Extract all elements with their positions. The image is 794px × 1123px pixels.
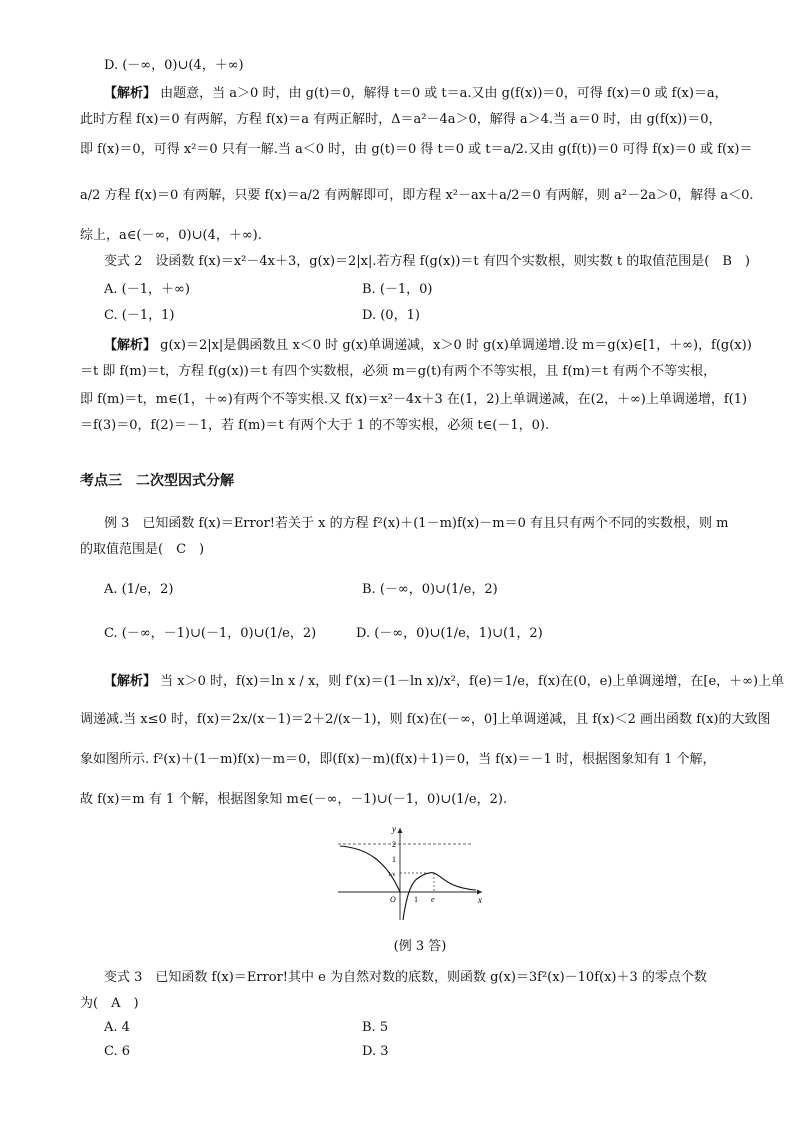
variant3-option-c: C. 6: [104, 1044, 131, 1059]
label-x: x: [478, 895, 482, 905]
example3-option-c: C. (－∞，－1)∪(－1，0)∪(1/e，2): [104, 626, 317, 641]
analysis-tag: 【解析】: [104, 338, 157, 353]
variant3-stem1: 变式 3 已知函数 f(x)＝Error!其中 e 为自然对数的底数，则函数 g(x)＝3f²(x)－10f(x)＋3 的零点个数: [104, 970, 707, 985]
variant2-option-c: C. (－1，1): [104, 308, 175, 323]
analysis1-line2: 此时方程 f(x)＝0 有两解，方程 f(x)＝a 有两正解时，Δ＝a²－4a＞0，解得 a＞4.当 a＝0 时，由 g(f(x))＝0，: [80, 112, 722, 127]
label-x-one: 1: [414, 895, 418, 904]
example3-option-b: B. (－∞，0)∪(1/e，2): [362, 582, 498, 597]
variant3-option-b: B. 5: [362, 1020, 389, 1035]
example3-option-a: A. (1/e，2): [104, 582, 174, 597]
variant3-option-a: A. 4: [104, 1020, 130, 1035]
example3-analysis-line1: [104, 672, 785, 692]
example3-analysis-line2: 调递减.当 x≤0 时，f(x)＝2x/(x－1)＝2＋2/(x－1)，则 f(x)在(－∞，0]上单调递减，且 f(x)＜2 画出函数 f(x)的大致图: [80, 712, 771, 727]
label-inv-e: 1/e: [388, 872, 396, 878]
variant2-analysis-text1: g(x)＝2|x|是偶函数且 x＜0 时 g(x)单调递减，x＞0 时 g(x)单调递增.设 m＝g(x)∈[1，＋∞)，f(g(x)): [160, 338, 752, 353]
example3-analysis-text1: 当 x＞0 时，f(x)＝ln x / x，则 f′(x)＝(1－ln x)/x²，f(e)＝1/e，f(x)在(0，e)上单调递增，在[e，＋∞)上单: [160, 674, 785, 689]
example3-analysis-line4: 故 f(x)＝m 有 1 个解，根据图象知 m∈(－∞，－1)∪(－1，0)∪(1/e，2).: [80, 792, 508, 807]
variant2-option-d: D. (0，1): [362, 308, 420, 323]
analysis1-line1: [104, 84, 744, 104]
label-e: e: [431, 895, 435, 904]
label-origin: O: [390, 895, 396, 904]
analysis-tag: 【解析】: [104, 674, 157, 689]
figure-caption: (例 3 答): [393, 939, 447, 954]
variant3-option-d: D. 3: [362, 1044, 389, 1059]
left-branch-curve: [340, 846, 400, 892]
label-two: 2: [392, 840, 396, 849]
variant2-option-a: A. (－1，＋∞): [104, 282, 190, 297]
variant2-option-b: B. (－1，0): [362, 282, 433, 297]
function-graph-figure: [336, 822, 486, 922]
variant2-stem: 变式 2 设函数 f(x)＝x²－4x＋3，g(x)＝2|x|.若方程 f(g(x))＝t 有四个实数根，则实数 t 的取值范围是( B ): [104, 254, 750, 269]
analysis-tag: 【解析】: [104, 86, 157, 101]
variant2-analysis-line3: 即 f(m)＝t，m∈(1，＋∞)有两个不等实根.又 f(x)＝x²－4x＋3 在(1，2)上单调递减，在(2，＋∞)上单调递增，f(1): [80, 392, 748, 407]
variant2-analysis-line2: ＝t 即 f(m)＝t，方程 f(g(x))＝t 有四个实数根，必须 m＝g(t)有两个不等实根，且 f(m)＝t 有两个不等实根，: [80, 364, 717, 379]
analysis1-line5: 综上，a∈(－∞，0)∪(4，＋∞).: [80, 228, 262, 243]
variant2-analysis-line1: [104, 336, 752, 356]
example3-analysis-line3: 象如图所示. f²(x)＋(1－m)f(x)－m＝0，即(f(x)－m)(f(x)＋1)＝0，当 f(x)＝－1 时，根据图象知有 1 个解，: [80, 752, 716, 767]
section-heading: 考点三 二次型因式分解: [80, 473, 234, 489]
variant3-stem2: 为( A ): [80, 996, 139, 1011]
analysis1-text1: 由题意，当 a＞0 时，由 g(t)＝0，解得 t＝0 或 t＝a.又由 g(f(x))＝0，可得 f(x)＝0 或 f(x)＝a，: [160, 86, 728, 101]
label-y: y: [392, 824, 396, 834]
example3-stem2: 的取值范围是( C ): [80, 542, 205, 557]
x-axis-arrow: [477, 890, 482, 895]
variant2-analysis-line4: ＝f(3)＝0，f(2)＝－1，若 f(m)＝t 有两个大于 1 的不等实根，必须 t∈(－1，0).: [80, 418, 550, 433]
example3-stem1: 例 3 已知函数 f(x)＝Error!若关于 x 的方程 f²(x)＋(1－m)f(x)－m＝0 有且只有两个不同的实数根，则 m: [104, 516, 729, 531]
example3-option-d: D. (－∞，0)∪(1/e，1)∪(1，2): [356, 626, 543, 641]
label-one: 1: [392, 855, 396, 864]
analysis1-line4: a/2 方程 f(x)＝0 有两解，只要 f(x)＝a/2 有两解即可，即方程 x²－ax＋a/2＝0 有两解，则 a²－2a＞0，解得 a＜0.: [80, 188, 754, 203]
prev-option-d: D. (－∞，0)∪(4，＋∞): [104, 58, 244, 73]
y-axis-arrow: [398, 828, 403, 833]
analysis1-line3: 即 f(x)＝0，可得 x²＝0 只有一解.当 a＜0 时，由 g(t)＝0 得 t＝0 或 t＝a/2.又由 g(f(t))＝0 可得 f(x)＝0 或 f(x)＝: [80, 142, 753, 157]
